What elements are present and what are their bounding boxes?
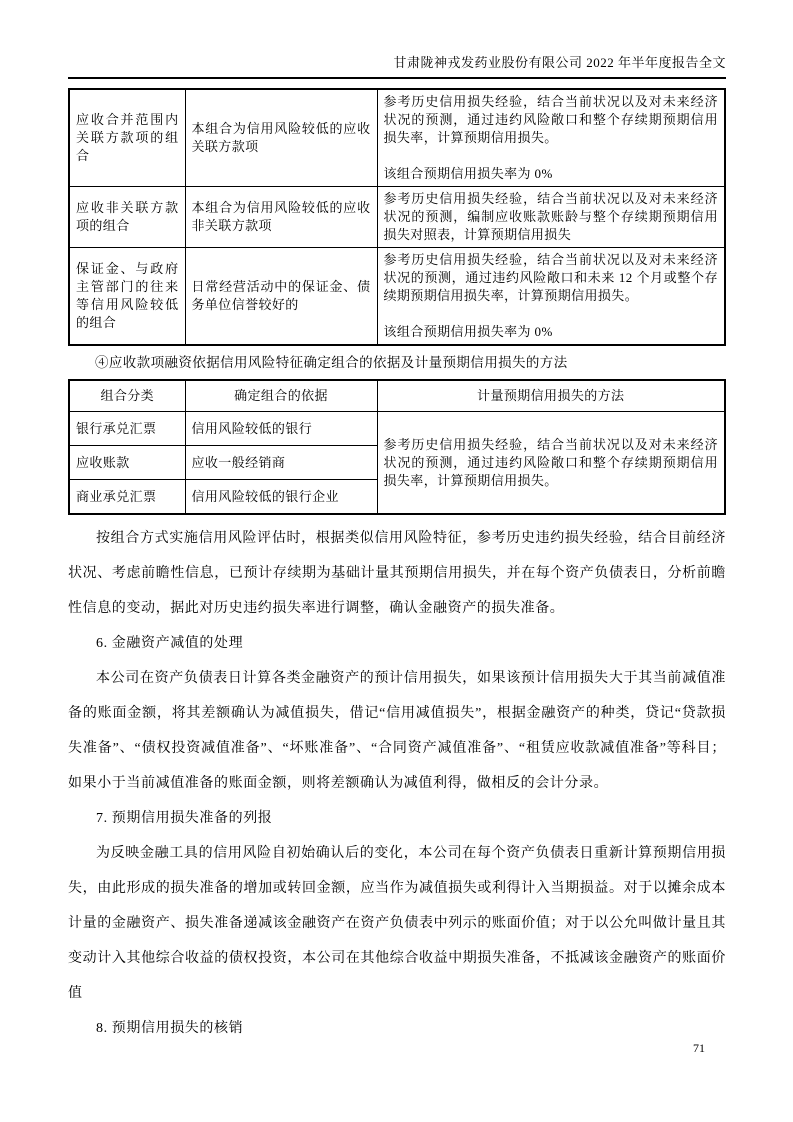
basis-cell: 信用风险较低的银行企业 [185, 480, 377, 515]
heading-6-impairment: 6. 金融资产减值的处理 [96, 636, 244, 651]
report-header-title: 甘肃陇神戎发药业股份有限公司 2022 年半年度报告全文 [68, 0, 726, 79]
category-cell: 银行承兑汇票 [69, 412, 185, 446]
method-text: 参考历史信用损失经验，结合当前状况以及对未来经济状况的预测，编制应收账款账龄与整个存续期预期信用损失对照表，计算预期信用损失 [383, 191, 718, 242]
method-note: 该组合预期信用损失率为 0% [383, 166, 553, 181]
heading-8-writeoff: 8. 预期信用损失的核销 [96, 1021, 244, 1036]
paragraph-loss-provision-presentation: 为反映金融工具的信用风险自初始确认后的变化，本公司在每个资产负债表日重新计算预期信用损失，由此形成的损失准备的增加或转回金额，应当作为减值损失或利得计入当期损益。对于以摊余成本计量的金融资产、损失准备递减该金融资产在资产负债表中列示的账面价值；对于以公允叫做计量且其变动计入其他综合收益的债权投资，本公司在其他综合收益中期损失准备，不抵减该金融资产的账面价值 [68, 846, 726, 1001]
portfolio-method-cell [377, 187, 725, 248]
credit-loss-portfolio-table [68, 88, 726, 346]
column-header-basis: 确定组合的依据 [185, 380, 377, 412]
method-text: 参考历史信用损失经验，结合当前状况以及对未来经济状况的预测，通过违约风险敞口和整个存续期预期信用损失率，计算预期信用损失。 [383, 94, 718, 145]
paragraph-impairment-treatment: 本公司在资产负债表日计算各类金融资产的预计信用损失，如果该预计信用损失大于其当前减值准备的账面金额，将其差额确认为减值损失，借记“信用减值损失”，根据金融资产的种类，贷记“贷款损失准备”、“债权投资减值准备”、“坏账准备”、“合同资产减值准备”、“租赁应收款减值准备”等科目；如果小于当前减值准备的账面金额，则将差额确认为减值利得，做相反的会计分录。 [68, 671, 726, 791]
paragraph-credit-risk-assessment: 按组合方式实施信用风险评估时，根据类似信用风险特征，参考历史违约损失经验，结合目前经济状况、考虑前瞻性信息，已预计存续期为基础计量其预期信用损失，并在每个资产负债表日，分析前瞻性信息的变动，据此对历史违约损失率进行调整，确认金融资产的损失准备。 [68, 531, 726, 616]
basis-cell: 应收一般经销商 [185, 446, 377, 480]
heading-7-presentation: 7. 预期信用损失准备的列报 [96, 811, 273, 826]
merged-method-cell: 参考历史信用损失经验，结合当前状况以及对未来经济状况的预测，通过违约风险敞口和整个存续期预期信用损失率，计算预期信用损失。 [377, 412, 725, 515]
basis-cell: 信用风险较低的银行 [185, 412, 377, 446]
portfolio-method-cell [377, 89, 725, 187]
method-note: 该组合预期信用损失率为 0% [383, 324, 553, 339]
section4-heading: ④应收款项融资依据信用风险特征确定组合的依据及计量预期信用损失的方法 [95, 355, 568, 370]
table-row [69, 187, 725, 248]
portfolio-basis-cell: 日常经营活动中的保证金、债务单位信誉较好的 [185, 248, 377, 346]
column-header-category: 组合分类 [69, 380, 185, 412]
portfolio-method-cell [377, 248, 725, 346]
portfolio-category-cell: 保证金、与政府主管部门的往来等信用风险较低的组合 [69, 248, 185, 346]
body-text [68, 521, 726, 1046]
portfolio-basis-cell: 本组合为信用风险较低的应收关联方款项 [185, 89, 377, 187]
page-content [68, 0, 726, 1046]
receivables-financing-table [68, 379, 726, 515]
portfolio-category-cell: 应收合并范围内关联方款项的组合 [69, 89, 185, 187]
table-row [69, 89, 725, 187]
table-row [69, 248, 725, 346]
page-number: 71 [693, 1041, 705, 1055]
category-cell: 商业承兑汇票 [69, 480, 185, 515]
portfolio-basis-cell: 本组合为信用风险较低的应收非关联方款项 [185, 187, 377, 248]
category-cell: 应收账款 [69, 446, 185, 480]
table-row [69, 412, 725, 446]
table-header-row [69, 380, 725, 412]
column-header-method: 计量预期信用损失的方法 [377, 380, 725, 412]
portfolio-category-cell: 应收非关联方款项的组合 [69, 187, 185, 248]
method-text: 参考历史信用损失经验，结合当前状况以及对未来经济状况的预测，通过违约风险敞口和未来 12 个月或整个存续期预期信用损失率，计算预期信用损失。 [383, 252, 718, 303]
